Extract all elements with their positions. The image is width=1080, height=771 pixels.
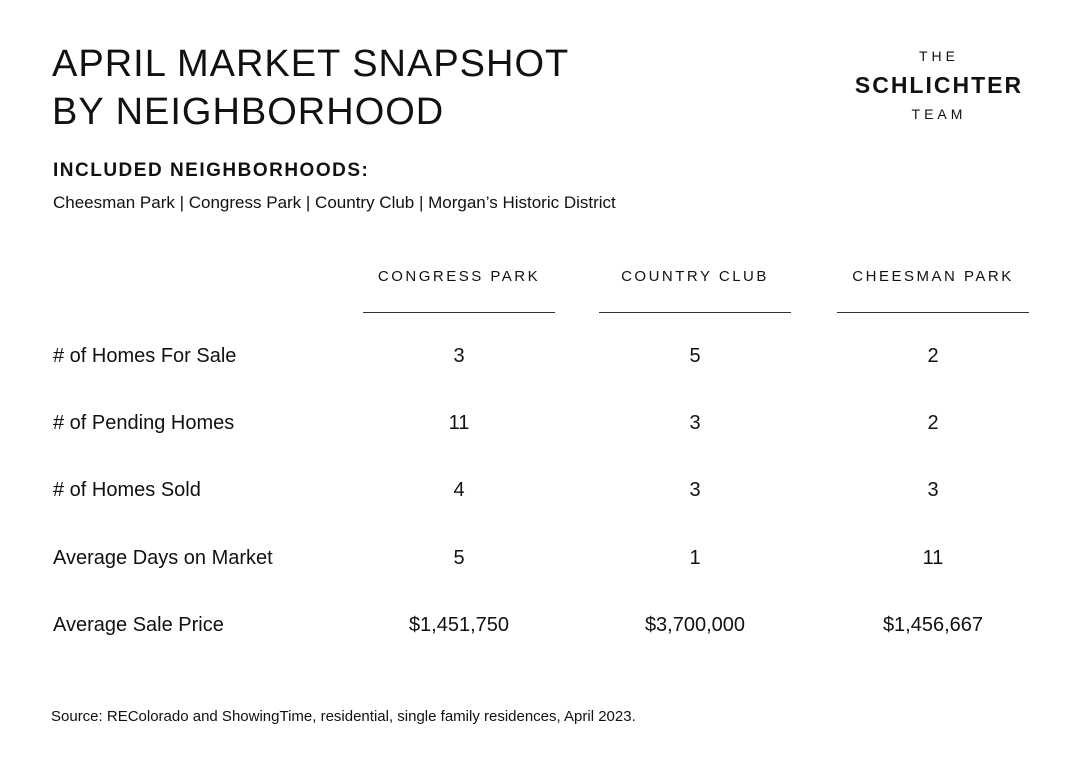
page-title	[52, 40, 569, 136]
table-cell: $1,451,750	[408, 614, 510, 636]
logo-bottom-text: TEAM	[911, 106, 967, 122]
table-cell: 11	[922, 547, 944, 569]
column-divider	[837, 312, 1029, 313]
table-cell: 1	[689, 547, 701, 569]
logo-top-text: THE	[919, 48, 959, 64]
logo-main-text: SCHLICHTER	[854, 72, 1024, 98]
row-label-average-sale-price: Average Sale Price	[53, 614, 224, 636]
included-neighborhoods-list: Cheesman Park | Congress Park | Country Club | Morgan’s Historic District	[53, 193, 616, 212]
included-neighborhoods-heading: INCLUDED NEIGHBORHOODS:	[53, 160, 370, 181]
table-cell: $3,700,000	[644, 614, 746, 636]
row-label-homes-sold: # of Homes Sold	[53, 479, 201, 501]
page-title-line-1: APRIL MARKET SNAPSHOT	[52, 43, 570, 85]
column-divider	[363, 312, 555, 313]
table-cell: 3	[689, 412, 701, 434]
row-label-average-days-on-market: Average Days on Market	[53, 547, 273, 569]
table-cell: 4	[453, 479, 465, 501]
page-title-line-2: BY NEIGHBORHOOD	[52, 91, 445, 133]
table-cell: 2	[927, 412, 939, 434]
row-label-pending-homes: # of Pending Homes	[53, 412, 235, 434]
table-cell: 3	[689, 479, 701, 501]
table-cell: 2	[927, 345, 939, 367]
column-header-country-club: COUNTRY CLUB	[621, 268, 769, 285]
brand-logo	[840, 46, 1038, 124]
source-note: Source: REColorado and ShowingTime, residential, single family residences, April 2023.	[51, 708, 636, 725]
table-cell: $1,456,667	[882, 614, 984, 636]
table-cell: 3	[453, 345, 465, 367]
row-label-homes-for-sale: # of Homes For Sale	[53, 345, 237, 367]
table-cell: 3	[927, 479, 939, 501]
column-divider	[599, 312, 791, 313]
column-header-congress-park: CONGRESS PARK	[377, 268, 541, 285]
table-cell: 11	[448, 412, 470, 434]
table-cell: 5	[689, 345, 701, 367]
table-cell: 5	[453, 547, 465, 569]
column-header-cheesman-park: CHEESMAN PARK	[852, 268, 1014, 285]
